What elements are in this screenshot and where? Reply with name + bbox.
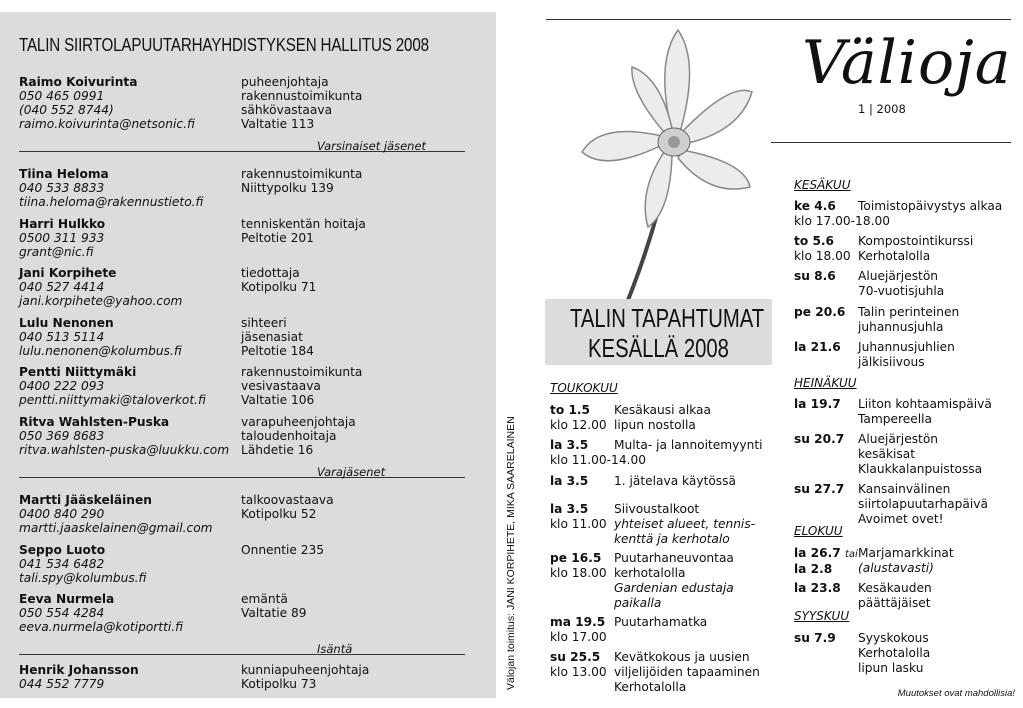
member-name: Raimo Koivurinta bbox=[19, 75, 138, 89]
event-text: Kesäkausi alkaa bbox=[614, 403, 711, 417]
event-date bbox=[550, 474, 588, 489]
member-role: kunniapuheenjohtaja bbox=[241, 663, 370, 677]
event-day: la 3.5 bbox=[550, 502, 589, 516]
member-address: Onnentie 235 bbox=[241, 543, 325, 557]
member-roles bbox=[241, 167, 362, 195]
event-text: Kansainvälinen bbox=[858, 482, 951, 496]
event-time: klo 13.00 bbox=[550, 665, 607, 679]
member-tiina bbox=[19, 167, 203, 209]
member-name: Lulu Nenonen bbox=[19, 316, 114, 330]
event-text: Klaukkalanpuistossa bbox=[858, 462, 983, 476]
member-phone: 040 513 5114 bbox=[19, 330, 105, 344]
event-text: lipun lasku bbox=[858, 661, 924, 675]
event-date bbox=[550, 403, 607, 433]
section-divider bbox=[19, 654, 465, 655]
member-raimo bbox=[19, 75, 195, 131]
member-email: lulu.nenonen@kolumbus.fi bbox=[19, 344, 182, 358]
member-roles bbox=[241, 592, 307, 620]
event-text: Syyskokous bbox=[858, 631, 929, 645]
member-roles bbox=[241, 365, 362, 407]
member-name: Henrik Johansson bbox=[19, 663, 139, 677]
month-heinakuu: HEINÄKUU bbox=[794, 376, 857, 390]
member-role: jäsenasiat bbox=[241, 330, 303, 344]
event-day: pe 16.5 bbox=[550, 551, 602, 565]
event-date bbox=[794, 340, 841, 355]
member-email: raimo.koivurinta@netsonic.fi bbox=[19, 117, 195, 131]
member-name: Harri Hulkko bbox=[19, 217, 106, 231]
event-date bbox=[794, 397, 841, 412]
event-text: kesäkisat bbox=[858, 447, 915, 461]
event-day: la 3.5 bbox=[550, 438, 589, 452]
event-day: pe 20.6 bbox=[794, 305, 846, 319]
event-time: klo 18.00 bbox=[550, 566, 607, 580]
member-pentti bbox=[19, 365, 206, 407]
member-role: emäntä bbox=[241, 592, 288, 606]
member-role: puheenjohtaja bbox=[241, 75, 329, 89]
member-role: sähkövastaava bbox=[241, 103, 333, 117]
event-text: kenttä ja kerhotalo bbox=[614, 532, 730, 546]
member-roles bbox=[241, 415, 356, 457]
member-seppo bbox=[19, 543, 146, 585]
event-text: 70-vuotisjuhla bbox=[858, 284, 945, 298]
member-address: Peltotie 184 bbox=[241, 344, 314, 358]
section-label-varajasenet: Varajäsenet bbox=[317, 465, 386, 479]
event-desc bbox=[614, 502, 755, 547]
member-role: tenniskentän hoitaja bbox=[241, 217, 366, 231]
event-text: Kerhotalolla bbox=[858, 249, 931, 263]
event-text: Kesäkauden bbox=[858, 581, 932, 595]
month-toukokuu: TOUKOKUU bbox=[550, 381, 618, 395]
section-label-varsinaiset: Varsinaiset jäsenet bbox=[317, 139, 427, 153]
member-address: Niittypolku 139 bbox=[241, 181, 334, 195]
event-desc bbox=[858, 234, 973, 264]
member-phone: 050 465 0991 bbox=[19, 89, 105, 103]
event-desc bbox=[858, 546, 954, 576]
event-date bbox=[794, 432, 844, 447]
member-email: tiina.heloma@rakennustieto.fi bbox=[19, 195, 204, 209]
member-email: eeva.nurmela@kotiportti.fi bbox=[19, 620, 183, 634]
daffodil-image bbox=[560, 22, 770, 302]
member-ritva bbox=[19, 415, 229, 457]
event-text: Juhannusjuhlien bbox=[858, 340, 955, 354]
member-email: pentti.niittymaki@taloverkot.fi bbox=[19, 393, 206, 407]
event-time: klo 18.00 bbox=[794, 249, 851, 263]
section-label-isanta: Isäntä bbox=[317, 642, 353, 656]
event-text: siirtolapuutarhapäivä bbox=[858, 497, 988, 511]
member-name: Jani Korpihete bbox=[19, 266, 117, 280]
board-title: TALIN SIIRTOLAPUUTARHAYHDISTYKSEN HALLITUS 2008 bbox=[19, 34, 429, 55]
event-text: Talin perinteinen bbox=[858, 305, 960, 319]
event-time: klo 17.00-18.00 bbox=[794, 214, 890, 228]
event-day: to 1.5 bbox=[550, 403, 591, 417]
event-text: Kerhotalolla bbox=[858, 646, 931, 660]
event-text: Siivoustalkoot bbox=[614, 502, 700, 516]
event-day: su 8.6 bbox=[794, 269, 836, 283]
member-role: rakennustoimikunta bbox=[241, 167, 363, 181]
top-rule bbox=[546, 19, 1011, 20]
event-desc bbox=[858, 397, 992, 427]
event-date bbox=[794, 234, 851, 264]
event-day: to 5.6 bbox=[794, 234, 835, 248]
event-text: Avoimet ovet! bbox=[858, 512, 944, 526]
member-phone: 044 552 7779 bbox=[19, 677, 105, 691]
event-desc bbox=[858, 581, 932, 611]
masthead-rule bbox=[771, 142, 1011, 143]
event-text: Puutarhamatka bbox=[614, 615, 708, 629]
issue-number: 1 | 2008 bbox=[858, 102, 906, 116]
event-desc bbox=[614, 551, 734, 611]
member-phone: 0500 311 933 bbox=[19, 231, 105, 245]
member-phone: 040 533 8833 bbox=[19, 181, 105, 195]
event-desc bbox=[614, 403, 711, 433]
events-title-line2: KESÄLLÄ 2008 bbox=[588, 333, 729, 363]
event-text: Marjamarkkinat bbox=[858, 546, 954, 560]
member-address: Lähdetie 16 bbox=[241, 443, 314, 457]
section-divider bbox=[19, 477, 465, 478]
event-day: su 27.7 bbox=[794, 482, 845, 496]
event-day: su 25.5 bbox=[550, 650, 601, 664]
event-text: paikalla bbox=[614, 596, 662, 610]
event-text: Tampereella bbox=[858, 412, 932, 426]
event-text: päättäjäiset bbox=[858, 596, 931, 610]
event-text: Toimistopäivystys alkaa bbox=[858, 199, 1003, 213]
event-date bbox=[550, 551, 607, 581]
event-text: viljelijöiden tapaaminen bbox=[614, 665, 760, 679]
member-role: talkoovastaava bbox=[241, 493, 334, 507]
member-address: Kotipolku 52 bbox=[241, 507, 317, 521]
event-date bbox=[794, 581, 841, 596]
member-phone: 050 369 8683 bbox=[19, 429, 105, 443]
event-text: Multa- ja lannoitemyynti bbox=[614, 438, 763, 452]
event-time: klo 11.00-14.00 bbox=[550, 453, 646, 467]
event-text: yhteiset alueet, tennis- bbox=[614, 517, 756, 531]
event-text: jälkisiivous bbox=[858, 355, 925, 369]
events-title-line1: TALIN TAPAHTUMAT bbox=[569, 303, 765, 333]
event-day-first: la 26.7 bbox=[794, 546, 841, 560]
event-text: Kevätkokous ja uusien bbox=[614, 650, 750, 664]
event-desc bbox=[858, 199, 1002, 214]
event-date bbox=[794, 631, 836, 646]
member-address: Valtatie 113 bbox=[241, 117, 315, 131]
member-email: grant@nic.fi bbox=[19, 245, 94, 259]
event-date bbox=[794, 546, 858, 577]
member-roles bbox=[241, 493, 334, 521]
event-desc bbox=[614, 474, 736, 489]
event-text: (alustavasti) bbox=[858, 561, 934, 575]
event-day: la 23.8 bbox=[794, 581, 841, 595]
member-name: Eeva Nurmela bbox=[19, 592, 115, 606]
month-kesakuu: KESÄKUU bbox=[794, 178, 851, 192]
member-phone: 0400 222 093 bbox=[19, 379, 105, 393]
events-title bbox=[569, 303, 765, 363]
event-day: la 3.5 bbox=[550, 474, 589, 488]
member-name: Pentti Niittymäki bbox=[19, 365, 137, 379]
event-date bbox=[794, 269, 836, 284]
member-name: Martti Jääskeläinen bbox=[19, 493, 152, 507]
event-day: su 7.9 bbox=[794, 631, 836, 645]
member-eeva bbox=[19, 592, 183, 634]
event-desc bbox=[614, 650, 760, 695]
member-name: Tiina Heloma bbox=[19, 167, 109, 181]
member-email: jani.korpihete@yahoo.com bbox=[19, 294, 183, 308]
event-text: juhannusjuhla bbox=[858, 320, 944, 334]
event-desc bbox=[858, 340, 955, 370]
event-text: Aluejärjestön bbox=[858, 432, 939, 446]
event-day: su 20.7 bbox=[794, 432, 845, 446]
member-role: rakennustoimikunta bbox=[241, 89, 363, 103]
member-roles bbox=[241, 217, 366, 245]
member-name: Ritva Wahlsten-Puska bbox=[19, 415, 170, 429]
member-role: vesivastaava bbox=[241, 379, 321, 393]
event-text: Kerhotalolla bbox=[614, 680, 687, 694]
member-email: martti.jaaskelainen@gmail.com bbox=[19, 521, 213, 535]
event-date bbox=[794, 482, 844, 497]
event-text: kerhotalolla bbox=[614, 566, 686, 580]
event-desc bbox=[858, 432, 982, 477]
member-role: rakennustoimikunta bbox=[241, 365, 363, 379]
member-roles bbox=[241, 266, 316, 294]
member-martti bbox=[19, 493, 213, 535]
member-phone: 040 527 4414 bbox=[19, 280, 105, 294]
member-email: ritva.wahlsten-puska@luukku.com bbox=[19, 443, 230, 457]
event-text: Puutarhaneuvontaa bbox=[614, 551, 734, 565]
event-desc bbox=[858, 482, 988, 527]
event-day: ke 4.6 bbox=[794, 199, 836, 213]
member-address: Kotipolku 73 bbox=[241, 677, 317, 691]
event-or: tai bbox=[844, 549, 858, 560]
event-date bbox=[550, 502, 607, 532]
member-harri bbox=[19, 217, 105, 259]
member-address: Valtatie 106 bbox=[241, 393, 315, 407]
masthead-title: Välioja bbox=[802, 28, 1012, 98]
member-role: tiedottaja bbox=[241, 266, 300, 280]
member-phone: 0400 840 290 bbox=[19, 507, 105, 521]
event-date bbox=[550, 615, 607, 645]
event-day: la 21.6 bbox=[794, 340, 841, 354]
member-name: Seppo Luoto bbox=[19, 543, 106, 557]
event-text: Gardenian edustaja bbox=[614, 581, 734, 595]
member-role: sihteeri bbox=[241, 316, 287, 330]
event-text: Aluejärjestön bbox=[858, 269, 939, 283]
event-day bbox=[794, 546, 858, 562]
changes-note: Muutokset ovat mahdollisia! bbox=[897, 688, 1015, 699]
event-desc bbox=[614, 615, 707, 630]
event-text: lipun nostolla bbox=[614, 418, 696, 432]
member-role: taloudenhoitaja bbox=[241, 429, 337, 443]
event-day: la 19.7 bbox=[794, 397, 841, 411]
month-syyskuu: SYYSKUU bbox=[794, 609, 850, 623]
member-role: varapuheenjohtaja bbox=[241, 415, 356, 429]
event-desc bbox=[858, 269, 944, 299]
member-phone: 050 554 4284 bbox=[19, 606, 105, 620]
event-desc bbox=[858, 631, 930, 676]
event-desc bbox=[858, 305, 959, 335]
event-time: klo 17.00 bbox=[550, 630, 607, 644]
event-text: 1. jätelava käytössä bbox=[614, 474, 736, 488]
member-address: Peltotie 201 bbox=[241, 231, 314, 245]
editorial-credit: Välojan toimitus: JANI KORPIHETE, MIKA SAARELAINEN bbox=[505, 416, 517, 690]
member-roles bbox=[241, 543, 324, 557]
month-elokuu: ELOKUU bbox=[794, 524, 843, 538]
member-address: Kotipolku 71 bbox=[241, 280, 317, 294]
event-desc bbox=[614, 438, 762, 453]
member-roles bbox=[241, 75, 362, 131]
member-phone: 041 534 6482 bbox=[19, 557, 105, 571]
event-text: Liiton kohtaamispäivä bbox=[858, 397, 992, 411]
member-address: Valtatie 89 bbox=[241, 606, 307, 620]
member-roles bbox=[241, 663, 369, 691]
event-day: ma 19.5 bbox=[550, 615, 606, 629]
member-phone-alt: (040 552 8744) bbox=[19, 103, 114, 117]
event-text: Kompostointikurssi bbox=[858, 234, 974, 248]
member-email: tali.spy@kolumbus.fi bbox=[19, 571, 147, 585]
event-day-second: la 2.8 bbox=[794, 562, 833, 576]
event-date bbox=[794, 305, 845, 320]
event-time: klo 11.00 bbox=[550, 517, 607, 531]
event-date bbox=[550, 650, 607, 680]
member-lulu bbox=[19, 316, 182, 358]
member-jani bbox=[19, 266, 182, 308]
event-time: klo 12.00 bbox=[550, 418, 607, 432]
member-henrik bbox=[19, 663, 139, 691]
member-roles bbox=[241, 316, 314, 358]
